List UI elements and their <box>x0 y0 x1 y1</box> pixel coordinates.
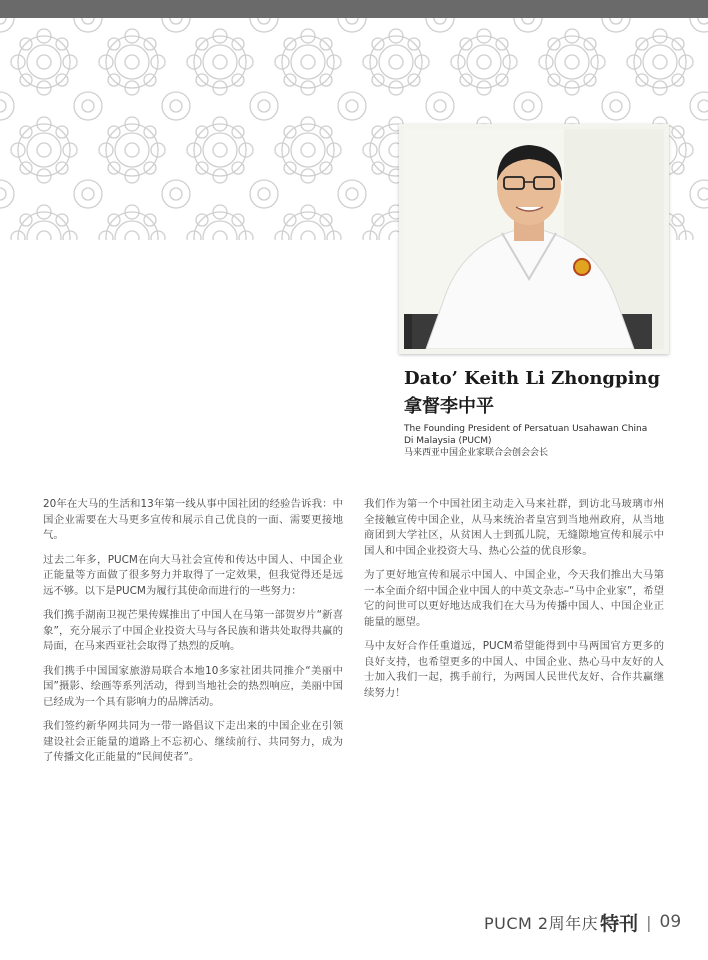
person-role <box>404 423 654 459</box>
page-number: 09 <box>659 912 682 932</box>
paragraph: 我们作为第一个中国社团主动走入马来社群，到访北马玻璃市州全接触宣传中国企业，从马来统治者皇宫到当地州政府，从当地商团到大学社区，从贫困人士到孤儿院，无缝隙地宣传和展示中国人和中国企业投资大马、热心公益的优良形象。 <box>364 498 664 557</box>
top-bar <box>0 0 708 18</box>
portrait-photo <box>399 124 669 354</box>
paragraph: 我们签约新华网共同为一带一路倡议下走出来的中国企业在引领建设社会正能量的道路上不忘初心、继续前行、共同努力，成为了传播文化正能量的“民间使者”。 <box>43 720 343 763</box>
paragraph: 我们携手中国国家旅游局联合本地10多家社团共同推介“美丽中国”摄影、绘画等系列活动，得到当地社会的热烈响应，美丽中国已经成为一个具有影响力的品牌活动。 <box>43 664 343 708</box>
paragraph: 为了更好地宣传和展示中国人、中国企业，今天我们推出大马第一本全面介绍中国企业中国人的中英文杂志–“马中企业家”，希望它的问世可以更好地达成我们在大马为传播中国人、中国企业正能量的愿望。 <box>364 569 664 628</box>
role-english: The Founding President of Persatuan Usahawan China Di Malaysia (PUCM) <box>404 424 648 446</box>
paragraph: 马中友好合作任重道远，PUCM希望能得到中马两国官方更多的良好支持，也希望更多的中国人、中国企业、热心马中友好的人士加入我们一起，携手前行，为两国人民世代友好、合作共赢继续努力！ <box>364 640 664 699</box>
role-chinese: 马来西亚中国企业家联合会创会会长 <box>404 448 549 458</box>
page-footer <box>484 910 681 934</box>
footer-divider: | <box>646 912 652 932</box>
publication-name: PUCM 2周年庆 <box>484 913 599 933</box>
paragraph: 20年在大马的生活和13年第一线从事中国社团的经验告诉我：中国企业需要在大马更多宣传和展示自己优良的一面、需要更接地气。 <box>43 498 343 541</box>
paragraph: 我们携手湖南卫视芒果传媒推出了中国人在马第一部贺岁片“新喜象”，充分展示了中国企业投资大马与各民族和谐共处取得共赢的局面，在马来西亚社会取得了热烈的反响。 <box>43 609 343 652</box>
article-left-column <box>43 497 343 775</box>
paragraph: 过去二年多，PUCM在向大马社会宣传和传达中国人、中国企业正能量等方面做了很多努力并取得了一定效果，但我觉得还是远远不够。以下是PUCM为履行其使命而进行的一些努力： <box>43 553 343 597</box>
special-edition-label: 特刊 <box>600 912 639 935</box>
article-right-column <box>364 497 664 710</box>
person-name-english: Dato’ Keith Li Zhongping <box>404 368 661 389</box>
person-name-chinese: 拿督李中平 <box>404 396 494 417</box>
